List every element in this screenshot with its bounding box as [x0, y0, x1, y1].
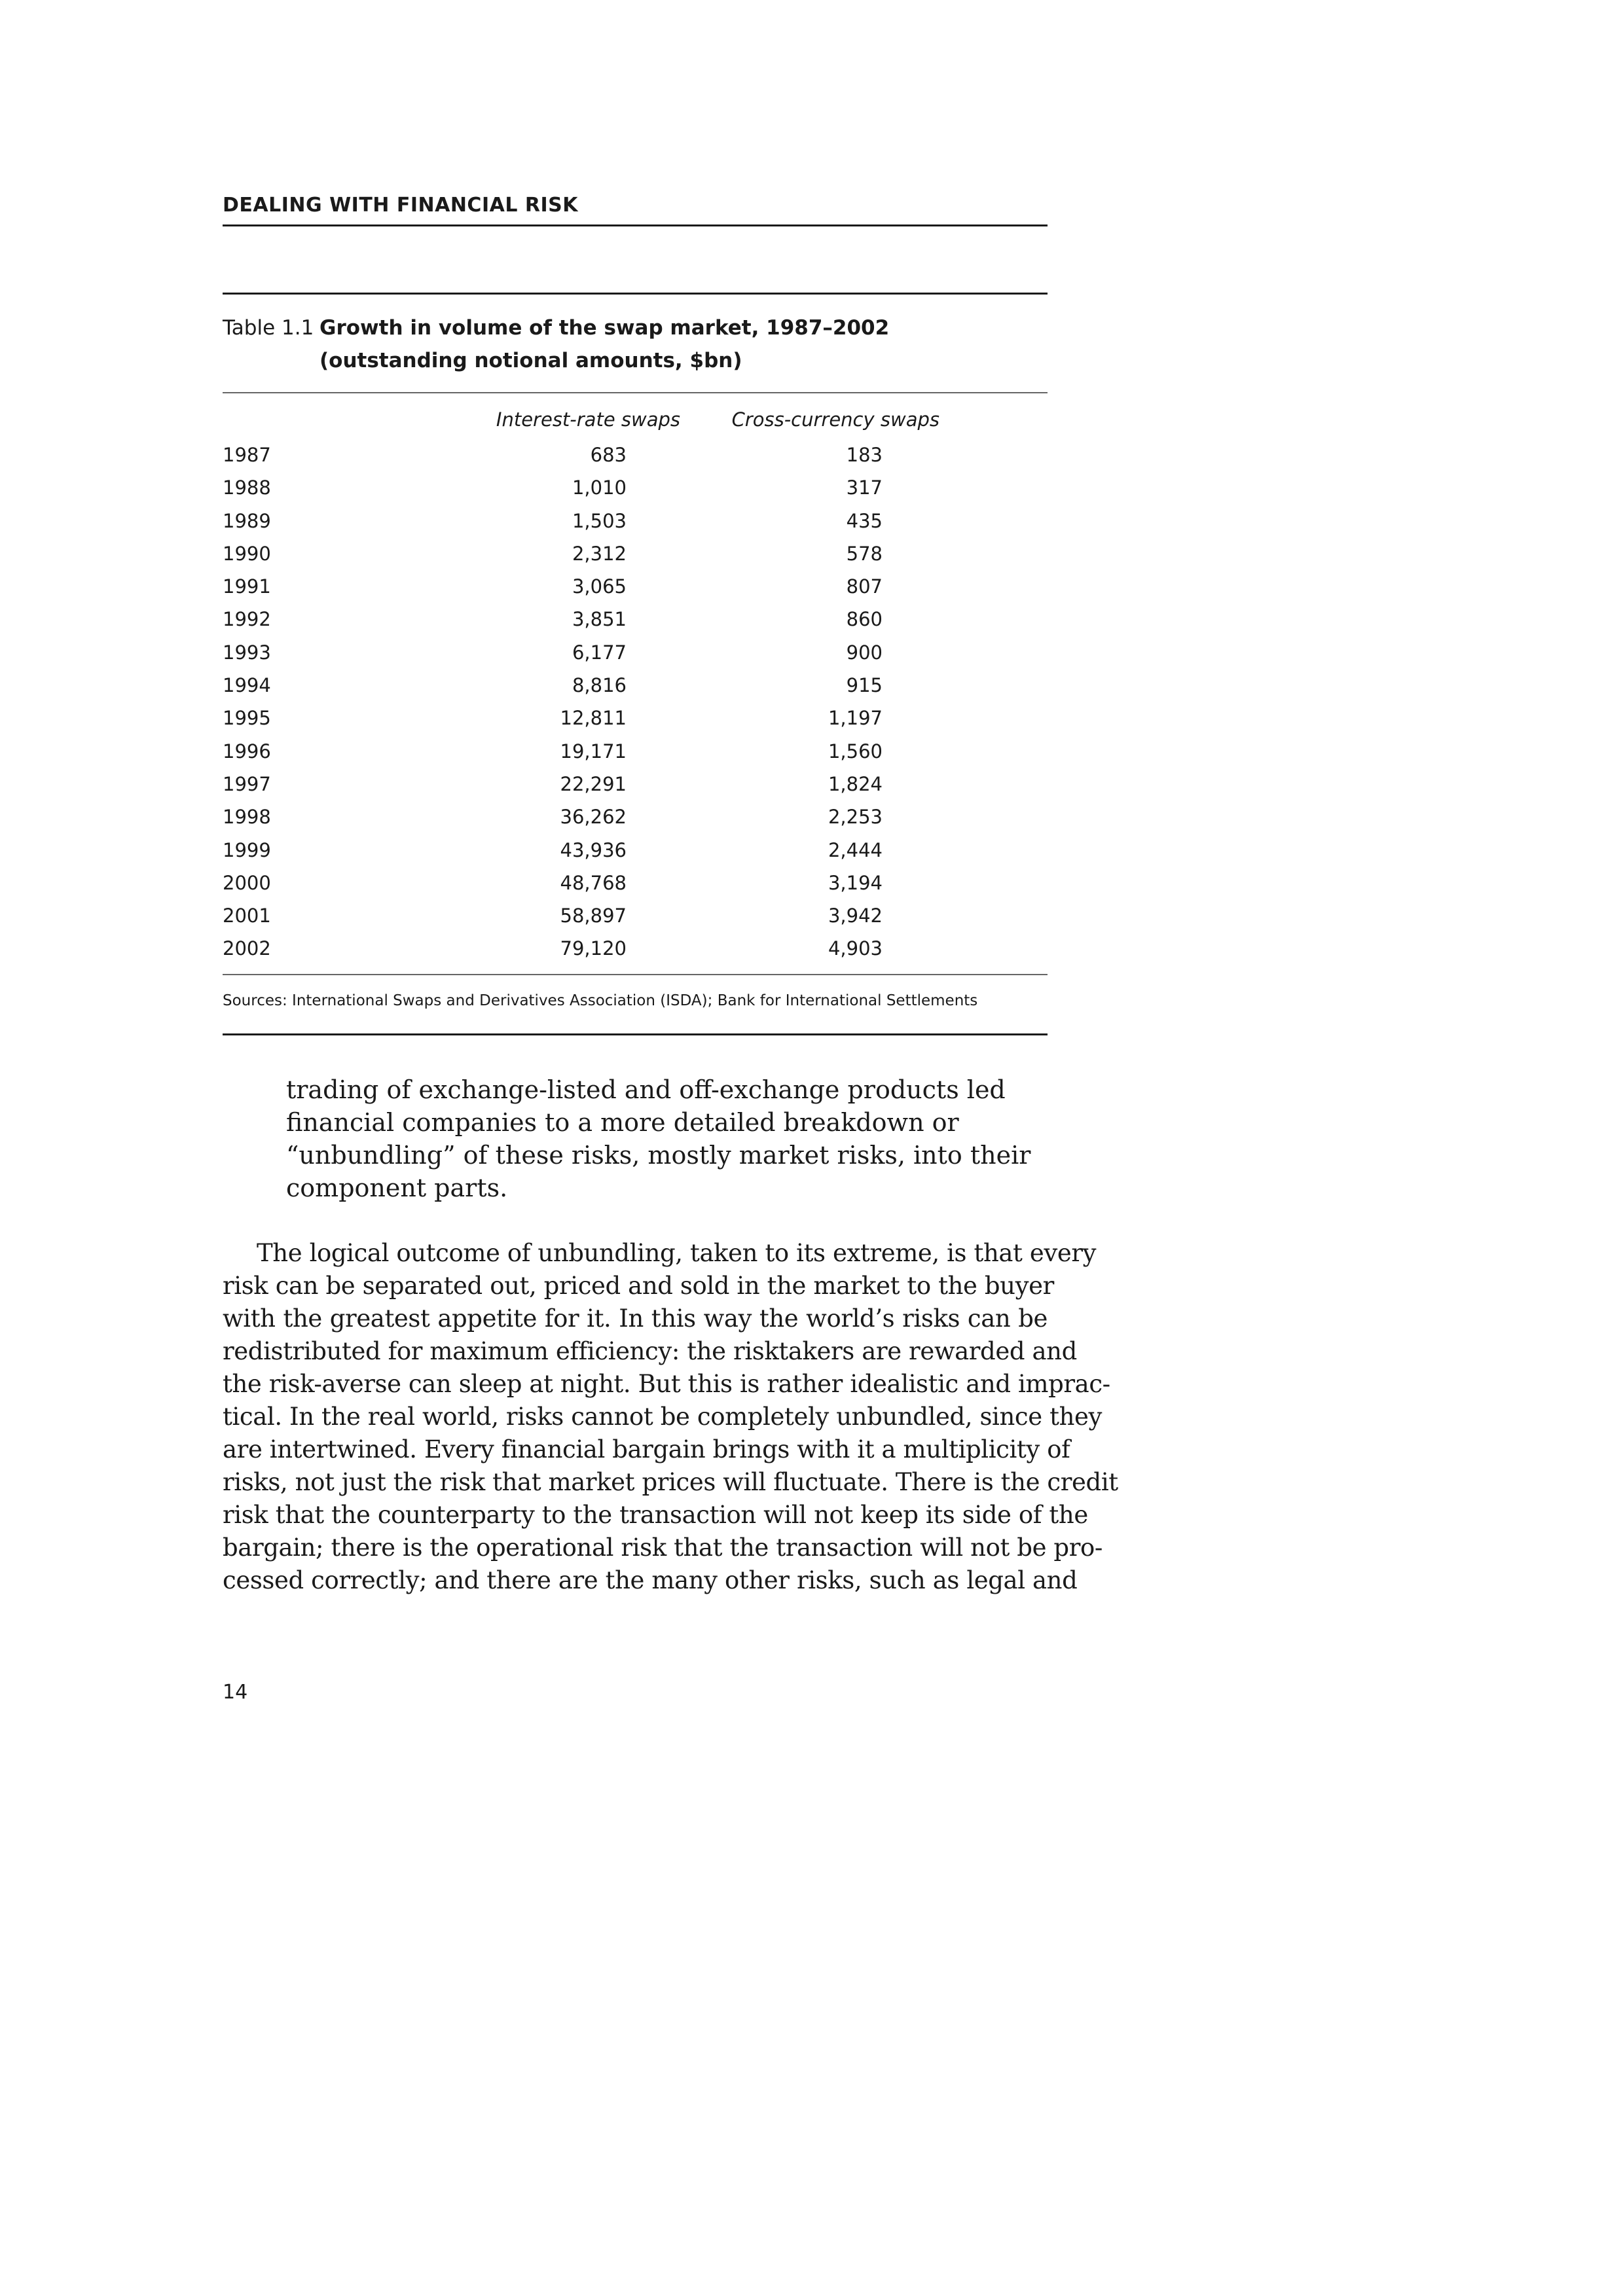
- cross-currency-swaps-cell: 1,197: [828, 707, 883, 730]
- year-cell: 1996: [223, 740, 271, 762]
- table-row: [223, 570, 1048, 603]
- cross-currency-swaps-cell: 578: [846, 542, 883, 565]
- interest-rate-swaps-cell: 3,851: [572, 608, 627, 631]
- column-header-cross-currency-swaps: Cross-currency swaps: [731, 408, 939, 431]
- interest-rate-swaps-cell: 12,811: [560, 707, 627, 730]
- text-line: the risk-averse can sleep at night. But this is rather idealistic and imprac-: [223, 1370, 1110, 1398]
- table-row: [223, 834, 1048, 867]
- table-row: [223, 932, 1048, 965]
- interest-rate-swaps-cell: 683: [590, 444, 627, 466]
- table-row: [223, 702, 1048, 734]
- table-title: [319, 312, 889, 377]
- cross-currency-swaps-cell: 183: [846, 444, 883, 466]
- cross-currency-swaps-cell: 4,903: [828, 937, 883, 960]
- table-row: [223, 867, 1048, 899]
- year-cell: 1989: [223, 509, 271, 532]
- table-row: [223, 669, 1048, 702]
- year-cell: 1992: [223, 608, 271, 631]
- year-cell: 1998: [223, 806, 271, 829]
- interest-rate-swaps-cell: 58,897: [560, 905, 627, 927]
- interest-rate-swaps-cell: 6,177: [572, 641, 627, 664]
- table-title-line-2: (outstanding notional amounts, $bn): [319, 349, 742, 372]
- text-line: with the greatest appetite for it. In this way the world’s risks can be: [223, 1304, 1048, 1333]
- cross-currency-swaps-cell: 900: [846, 641, 883, 664]
- text-line: risks, not just the risk that market prices will fluctuate. There is the credit: [223, 1468, 1118, 1496]
- year-cell: 2000: [223, 871, 271, 894]
- table-label: Table 1.1: [223, 316, 314, 340]
- cross-currency-swaps-cell: 2,253: [828, 806, 883, 829]
- table-row: [223, 899, 1048, 932]
- text-line: tical. In the real world, risks cannot be completely unbundled, since they: [223, 1403, 1102, 1431]
- interest-rate-swaps-cell: 43,936: [560, 838, 627, 861]
- cross-currency-swaps-cell: 2,444: [828, 838, 883, 861]
- table-row: [223, 537, 1048, 570]
- interest-rate-swaps-cell: 36,262: [560, 806, 627, 829]
- cross-currency-swaps-cell: 807: [846, 575, 883, 598]
- year-cell: 1990: [223, 542, 271, 565]
- interest-rate-swaps-cell: 3,065: [572, 575, 627, 598]
- year-cell: 2002: [223, 937, 271, 960]
- text-line: cessed correctly; and there are the many other risks, such as legal and: [223, 1566, 1078, 1594]
- text-line: component parts.: [286, 1174, 508, 1202]
- table-row: [223, 800, 1048, 833]
- table-row: [223, 505, 1048, 537]
- header-rule: [223, 224, 1048, 226]
- table-caption: [223, 312, 889, 377]
- cross-currency-swaps-cell: 1,560: [828, 740, 883, 762]
- table-bottom-rule: [223, 974, 1048, 975]
- cross-currency-swaps-cell: 860: [846, 608, 883, 631]
- year-cell: 2001: [223, 905, 271, 927]
- column-header-interest-rate-swaps: Interest-rate swaps: [496, 408, 680, 431]
- interest-rate-swaps-cell: 8,816: [572, 674, 627, 697]
- table-row: [223, 471, 1048, 504]
- interest-rate-swaps-cell: 48,768: [560, 871, 627, 894]
- table-row: [223, 603, 1048, 636]
- interest-rate-swaps-cell: 79,120: [560, 937, 627, 960]
- cross-currency-swaps-cell: 317: [846, 476, 883, 499]
- table-row: [223, 735, 1048, 768]
- text-line: risk that the counterparty to the transaction will not keep its side of the: [223, 1501, 1088, 1529]
- interest-rate-swaps-cell: 1,010: [572, 476, 627, 499]
- data-table: [223, 439, 1048, 965]
- text-line: redistributed for maximum efficiency: the risktakers are rewarded and: [223, 1337, 1077, 1365]
- table-row: [223, 636, 1048, 669]
- page-number: 14: [223, 1681, 248, 1704]
- interest-rate-swaps-cell: 22,291: [560, 772, 627, 795]
- cross-currency-swaps-cell: 3,194: [828, 871, 883, 894]
- cross-currency-swaps-cell: 915: [846, 674, 883, 697]
- interest-rate-swaps-cell: 2,312: [572, 542, 627, 565]
- interest-rate-swaps-cell: 1,503: [572, 509, 627, 532]
- text-line: The logical outcome of unbundling, taken to its extreme, is that every: [257, 1239, 1097, 1267]
- text-line: financial companies to a more detailed breakdown or: [286, 1108, 959, 1137]
- table-sources: Sources: International Swaps and Derivatives Association (ISDA); Bank for International Settlements: [223, 992, 978, 1009]
- cross-currency-swaps-cell: 435: [846, 509, 883, 532]
- table-title-line-1: Growth in volume of the swap market, 1987–2002: [319, 316, 890, 340]
- year-cell: 1987: [223, 444, 271, 466]
- year-cell: 1994: [223, 674, 271, 697]
- text-line: bargain; there is the operational risk that the transaction will not be pro-: [223, 1534, 1103, 1562]
- body-paragraph: [223, 1237, 1118, 1597]
- year-cell: 1999: [223, 838, 271, 861]
- year-cell: 1995: [223, 707, 271, 730]
- table-top-rule: [223, 293, 1048, 295]
- table-header-rule: [223, 392, 1048, 393]
- year-cell: 1988: [223, 476, 271, 499]
- table-row: [223, 439, 1048, 471]
- text-line: risk can be separated out, priced and sold in the market to the buyer: [223, 1272, 1054, 1300]
- year-cell: 1991: [223, 575, 271, 598]
- year-cell: 1993: [223, 641, 271, 664]
- year-cell: 1997: [223, 772, 271, 795]
- interest-rate-swaps-cell: 19,171: [560, 740, 627, 762]
- text-line: trading of exchange-listed and off-exchange products led: [286, 1075, 1006, 1104]
- table-end-rule: [223, 1033, 1048, 1035]
- cross-currency-swaps-cell: 1,824: [828, 772, 883, 795]
- table-row: [223, 768, 1048, 800]
- text-line: “unbundling” of these risks, mostly market risks, into their: [286, 1141, 1031, 1170]
- cross-currency-swaps-cell: 3,942: [828, 905, 883, 927]
- text-line: are intertwined. Every financial bargain brings with it a multiplicity of: [223, 1435, 1070, 1463]
- running-head: DEALING WITH FINANCIAL RISK: [223, 194, 578, 217]
- indented-paragraph: [286, 1073, 1031, 1204]
